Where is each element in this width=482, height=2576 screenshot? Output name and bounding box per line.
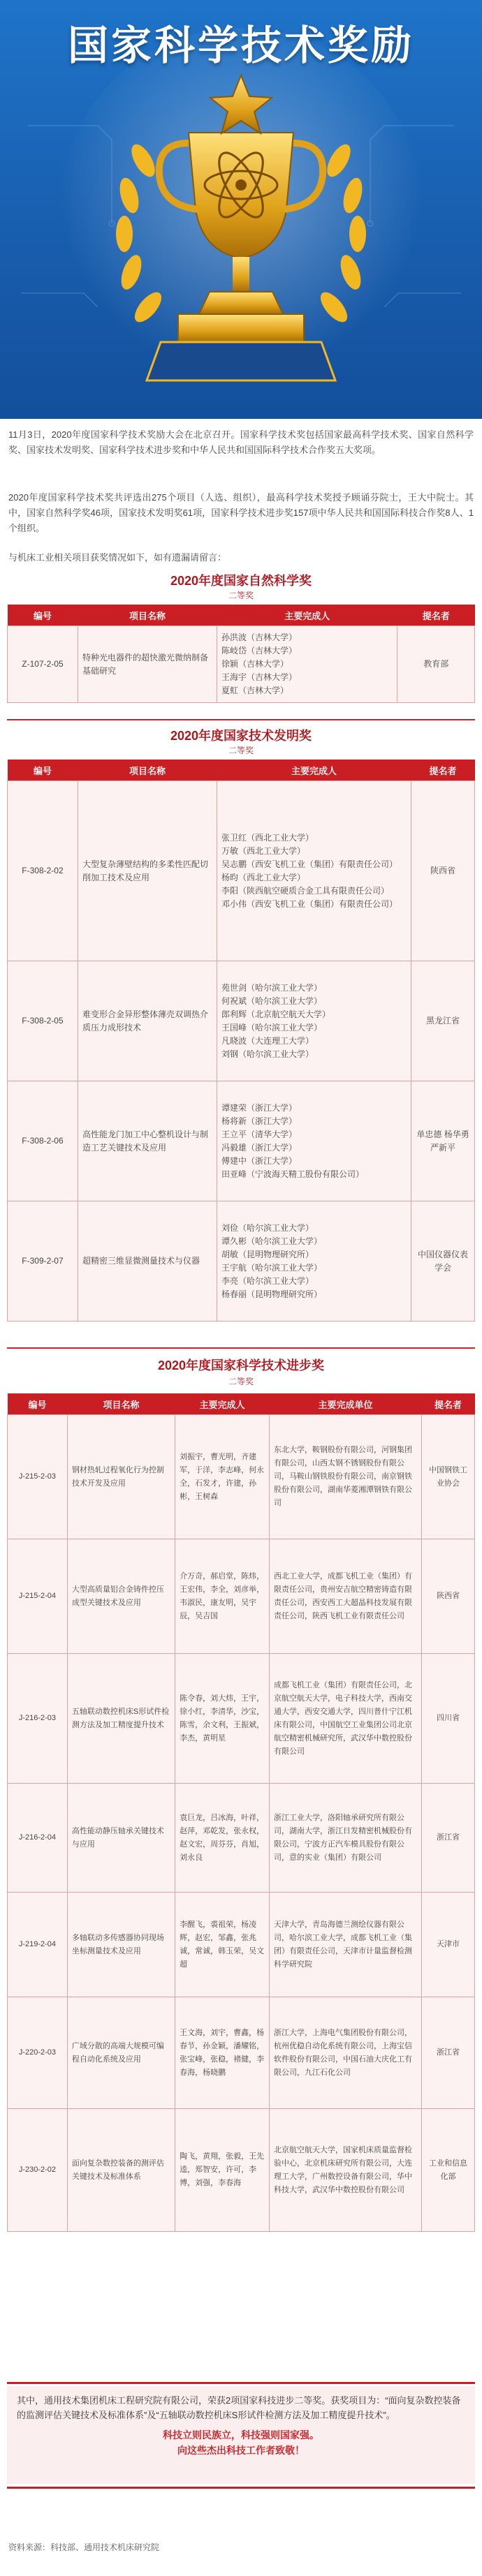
person: 李亮（哈尔滨工业大学） xyxy=(221,1275,314,1286)
table-row xyxy=(8,1784,475,1893)
invention-table xyxy=(7,760,475,1322)
person: 夏虹（吉林大学） xyxy=(221,686,289,695)
conclusion-text: 其中，通用技术集团机床工程研究院有限公司，荣获2项国家科技进步二等奖。获奖项目为：“面向复杂数控装备的监测评估关键技术及标准体系”及“五轴联动数控机床S形试件检测方法及加工精度提升技术”。 xyxy=(17,2395,461,2420)
table-row xyxy=(8,626,475,703)
project-name: 大型复杂薄壁结构的多柔性匹配切削加工技术及应用 xyxy=(78,781,217,961)
project-name: 面向复杂数控装备的测评估关键技术及标准体系 xyxy=(67,2109,175,2232)
person: 谭建荣（浙江大学） xyxy=(221,1102,298,1113)
header-nominator: 提名者 xyxy=(411,760,475,781)
person: 张卫红（西北工业大学） xyxy=(221,832,314,843)
conclusion-box xyxy=(7,2386,475,2484)
natural-table xyxy=(7,605,475,703)
project-id: J-215-2-03 xyxy=(8,1415,68,1539)
invention-grade-label: 二等奖 xyxy=(228,746,254,755)
project-id: Z-107-2-05 xyxy=(8,626,78,703)
header-name: 项目名称 xyxy=(78,760,217,781)
header-id: 编号 xyxy=(8,760,78,781)
project-id: J-216-2-03 xyxy=(8,1654,68,1784)
project-nominator: 黑龙江省 xyxy=(411,961,475,1081)
section-divider xyxy=(7,719,475,720)
table-row xyxy=(8,1893,475,1997)
table-row xyxy=(8,1539,475,1654)
project-nominator: 中国钢铁工业协会 xyxy=(422,1415,475,1539)
project-people xyxy=(217,781,411,961)
project-id: F-309-2-07 xyxy=(8,1201,78,1322)
person: 何祝斌（哈尔滨工业大学） xyxy=(221,995,323,1006)
project-units: 北京航空航天大学，国家机床质量监督检验中心，北京机床研究所有限公司，大连理工大学，广州数控设备有限公司，华中科技大学，武汉华中数控股份有限公司 xyxy=(269,2109,421,2232)
person: 刘钢（哈尔滨工业大学） xyxy=(221,1049,314,1059)
table-row xyxy=(8,781,475,961)
project-nominator: 陕西省 xyxy=(422,1539,475,1654)
section-divider xyxy=(7,1347,475,1349)
header-nominator: 提名者 xyxy=(397,605,475,626)
person: 孙洪波（吉林大学） xyxy=(221,632,298,642)
project-id: J-219-2-04 xyxy=(8,1893,68,1997)
project-people: 李醒飞，裘祖荣，杨凌辉，赵宏，邹鑫，张兆诚，常诚，韩玉荣，吴文超 xyxy=(175,1893,270,1997)
project-people xyxy=(217,1201,411,1322)
project-name: 高性能龙门加工中心整机设计与制造工艺关键技术及应用 xyxy=(78,1081,217,1201)
person: 王立平（清华大学） xyxy=(221,1129,298,1139)
person: 冯毅雄（浙江大学） xyxy=(221,1142,298,1153)
progress-section-title: 2020年度国家科学技术进步奖 xyxy=(157,1359,325,1372)
person: 陈岐岱（吉林大学） xyxy=(221,646,298,656)
person: 杨将新（浙江大学） xyxy=(221,1116,298,1126)
progress-table xyxy=(7,1393,475,2232)
project-people: 陶飞，黄翔，张毅，王先逵，郑智安，许可，李博，刘强，李春海 xyxy=(175,2109,270,2232)
intro-paragraph-1: 11月3日，2020年度国家科学技术奖励大会在北京召开。国家科学技术奖包括国家最高科学技术奖、国家自然科学奖、国家技术发明奖、国家科学技术进步奖和中华人民共和国国际科学技术合作奖五大奖项。 xyxy=(8,429,474,455)
project-id: J-216-2-04 xyxy=(8,1784,68,1893)
project-name: 超精密三维显微测量技术与仪器 xyxy=(78,1201,217,1322)
banner xyxy=(0,0,482,419)
project-nominator: 中国仪器仪表学会 xyxy=(411,1201,475,1322)
project-units: 成都飞机工业（集团）有限责任公司，北京航空航天大学，电子科技大学，西南交通大学，西安交通大学，四川普什宁江机床有限公司，中国航空工业集团公司北京航空精密机械研究所，武汉华中数控股份有限公司 xyxy=(269,1654,421,1784)
progress-grade-label: 二等奖 xyxy=(228,1377,254,1386)
person: 李阳（陕西航空硬质合金工具有限责任公司） xyxy=(221,885,390,896)
project-id: J-230-2-02 xyxy=(8,2109,68,2232)
project-name: 钢材热轧过程氧化行为控制技术开发及应用 xyxy=(67,1415,175,1539)
person: 万敏（西北工业大学） xyxy=(221,845,306,856)
project-nominator: 四川省 xyxy=(422,1654,475,1784)
banner-title: 国家科学技术奖励 xyxy=(67,23,414,68)
project-units: 浙江工业大学，洛阳轴承研究所有限公司，湖南大学，浙江日发精密机械股份有限公司，宁波方正汽车模具股份有限公司，意的实业（集团）有限公司 xyxy=(269,1784,421,1893)
header-nominator: 提名者 xyxy=(422,1393,475,1415)
person: 刘俭（哈尔滨工业大学） xyxy=(221,1222,314,1233)
slogan-line-1: 科技立则民族立，科技强则国家强。 xyxy=(163,2429,319,2441)
project-people: 王文海，刘宇，曹鑫，杨春节，孙金颖，潘耀铭，张宝峰，张稳，褚健，李春海，杨晓鹏 xyxy=(175,1997,270,2109)
header-name: 项目名称 xyxy=(78,605,217,626)
project-units: 西北工业大学，成都飞机工业（集团）有限责任公司，贵州安吉航空精密铸造有限责任公司，西安西工大超晶科技发展有限责任公司，陕西飞机工业有限责任公司 xyxy=(269,1539,421,1654)
header-id: 编号 xyxy=(8,605,78,626)
table-row xyxy=(8,1654,475,1784)
conclusion-top-border xyxy=(7,2382,475,2384)
natural-section-title: 2020年度国家自然科学奖 xyxy=(170,574,312,588)
intro-paragraph-2: 2020年度国家科学技术奖共评选出275个项目（人选、组织），最高科学技术奖授予顾诵芬院士，王大中院士。其中，国家自然科学奖46项，国家技术发明奖61项，国家科学技术进步奖157项中华人民共和国国际科技合作奖8人、1个组织。 xyxy=(8,492,474,533)
project-name: 高性能动静压轴承关键技术与应用 xyxy=(67,1784,175,1893)
project-name: 五轴联动数控机床S形试件检测方法及加工精度提升技术 xyxy=(67,1654,175,1784)
project-people: 袁巨龙，吕冰海，叶祥，赵萍，邓乾发，张永权，赵文宏，周芬芬，肖旭，刘永良 xyxy=(175,1784,270,1893)
person: 胡敏（昆明物理研究所） xyxy=(221,1249,314,1259)
project-nominator: 陕西省 xyxy=(411,781,475,961)
person: 杨春丽（昆明物理研究所） xyxy=(221,1289,323,1299)
source-note: 资料来源：科技部、通用技术机床研究院 xyxy=(8,2542,160,2552)
conclusion-bottom-border xyxy=(7,2487,475,2489)
project-nominator: 教育部 xyxy=(397,626,475,703)
project-people: 陈令春，刘大炜，王宇，徐小红，李清华，沙宝，陈雪，余文利，王振斌，李杰，黄明星 xyxy=(175,1654,270,1784)
header-id: 编号 xyxy=(8,1393,68,1415)
project-id: F-308-2-06 xyxy=(8,1081,78,1201)
person: 田亚峰（宁波海天精工股份有限公司） xyxy=(221,1169,365,1179)
person: 王海宇（吉林大学） xyxy=(221,672,298,682)
table-row xyxy=(8,1997,475,2109)
project-name: 难变形合金异形整体薄壳双调热介质压力成形技术 xyxy=(78,961,217,1081)
person: 徐颖（吉林大学） xyxy=(221,659,289,669)
person: 郎利辉（北京航空航天大学） xyxy=(221,1009,331,1019)
project-people xyxy=(217,626,397,703)
invention-section-title: 2020年度国家技术发明奖 xyxy=(170,729,312,743)
project-people: 刘振宇，曹光明，齐建军，于洋，李志峰，何永全，石发才，许建，孙彬，王树森 xyxy=(175,1415,270,1539)
project-units: 东北大学，鞍钢股份有限公司，河钢集团有限公司，山西太钢不锈钢股份有限公司，马鞍山钢铁股份有限公司，南京钢铁股份有限公司，湖南华菱湘潭钢铁有限公司 xyxy=(269,1415,421,1539)
intro-paragraph-3: 与机床工业相关项目获奖情况如下，如有遗漏请留言： xyxy=(8,552,227,563)
table-row xyxy=(8,1081,475,1201)
person: 王国峰（哈尔滨工业大学） xyxy=(221,1022,323,1032)
person: 凡晓波（大连理工大学） xyxy=(221,1035,314,1046)
person: 王宇航（哈尔滨工业大学） xyxy=(221,1262,323,1273)
table-row xyxy=(8,2109,475,2232)
project-people xyxy=(217,961,411,1081)
slogan-line-2: 向这些杰出科技工作者致敬！ xyxy=(177,2445,305,2456)
project-name: 大型高质量铝合金铸件控压成型关键技术及应用 xyxy=(67,1539,175,1654)
header-units: 主要完成单位 xyxy=(269,1393,421,1415)
project-id: J-220-2-03 xyxy=(8,1997,68,2109)
natural-grade-label: 二等奖 xyxy=(228,591,254,600)
table-row xyxy=(8,961,475,1081)
header-people: 主要完成人 xyxy=(217,760,411,781)
project-id: F-308-2-05 xyxy=(8,961,78,1081)
project-nominator: 工业和信息化部 xyxy=(422,2109,475,2232)
project-name: 广域分散的高端大规模可编程自动化系统及应用 xyxy=(67,1997,175,2109)
person: 谭久彬（哈尔滨工业大学） xyxy=(221,1236,323,1246)
header-people: 主要完成人 xyxy=(175,1393,270,1415)
person: 杨昀（西北工业大学） xyxy=(221,872,306,882)
project-name: 特种光电器件的超快激光微纳制备基础研究 xyxy=(78,626,217,703)
person: 吴志鹏（西安飞机工业（集团）有限责任公司） xyxy=(221,859,398,869)
project-units: 浙江大学，上海电气集团股份有限公司，杭州优稳自动化系统有限公司，上海宝信软件股份有限公司，中国石油大庆化工有限公司，九江石化公司 xyxy=(269,1997,421,2109)
project-nominator: 浙江省 xyxy=(422,1784,475,1893)
header-name: 项目名称 xyxy=(67,1393,175,1415)
project-nominator: 天津市 xyxy=(422,1893,475,1997)
project-name: 多轴联动多传感器协同现场坐标测量技术及应用 xyxy=(67,1893,175,1997)
project-nominator: 浙江省 xyxy=(422,1997,475,2109)
table-row xyxy=(8,1201,475,1322)
project-nominator: 单忠德 杨华勇 严新平 xyxy=(411,1081,475,1201)
header-people: 主要完成人 xyxy=(217,605,397,626)
project-id: J-215-2-04 xyxy=(8,1539,68,1654)
project-id: F-308-2-02 xyxy=(8,781,78,961)
project-people: 介万奇，郝启堂，陈炜，王宏伟，李全，刘彦举，韦淑民，康友明，吴宇辰，吴吉国 xyxy=(175,1539,270,1654)
person: 苑世剑（哈尔滨工业大学） xyxy=(221,982,323,993)
table-row xyxy=(8,1415,475,1539)
project-units: 天津大学，青岛海德兰测绘仪器有限公司，哈尔滨工业大学，成都飞机工业（集团）有限责任公司，天津市计量监督检测科学研究院 xyxy=(269,1893,421,1997)
project-people xyxy=(217,1081,411,1201)
person: 傅建中（浙江大学） xyxy=(221,1155,298,1166)
person: 邓小伟（西安飞机工业（集团）有限责任公司） xyxy=(221,898,398,909)
